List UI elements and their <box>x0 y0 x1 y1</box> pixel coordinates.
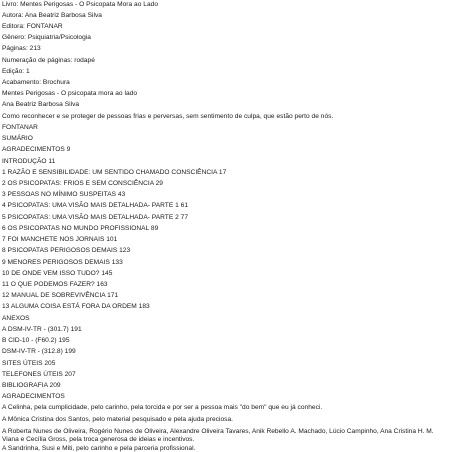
text-line: TELEFONES ÚTEIS 207 <box>2 370 76 378</box>
text-line: 1 RAZÃO E SENSIBILIDADE: UM SENTIDO CHAMADO CONSCIÊNCIA 17 <box>2 168 227 176</box>
text-line: 10 DE ONDE VEM ISSO TUDO? 145 <box>2 269 113 277</box>
text-line: 3 PESSOAS NO MÍNIMO SUSPEITAS 43 <box>2 191 126 199</box>
text-line: SITES ÚTEIS 205 <box>2 359 56 367</box>
acknowledgement-last-line: A Sandrinha, Susi e Miti, pelo carinho e pela parceria profissional. <box>2 444 196 452</box>
text-line: Acabamento: Brochura <box>2 79 70 87</box>
text-line: Edição: 1 <box>2 67 30 75</box>
text-line: 11 O QUE PODEMOS FAZER? 163 <box>2 281 108 288</box>
text-line: 6 OS PSICOPATAS NO MUNDO PROFISSIONAL 89 <box>2 224 159 232</box>
text-line: 4 PSICOPATAS: UMA VISÃO MAIS DETALHADA- PARTE 1 61 <box>2 202 189 210</box>
text-line: 2 OS PSICOPATAS: FRIOS E SEM CONSCIÊNCIA 29 <box>2 180 163 188</box>
text-line: Livro: Mentes Perigosas - O Psicopata Mora ao Lado <box>2 0 159 8</box>
text-line: Ana Beatriz Barbosa Silva <box>2 101 80 109</box>
acknowledgement-paragraph: A Roberta Nunes de Oliveira, Rogério Nunes de Oliveira, Alexandre Oliveira Tavares, Anik Rebello A. Machado, Lúcio Campinho, Ana Cristina H. M. Viana e Cecília Gross, pela troca generosa de ideias e incentivos. <box>2 428 434 443</box>
text-line: Páginas: 213 <box>2 45 41 53</box>
text-line: Autora: Ana Beatriz Barbosa Silva <box>2 11 102 19</box>
text-line: B CID-10 - (F60.2) 195 <box>2 337 70 345</box>
text-line: SUMÁRIO <box>2 135 33 143</box>
text-line: Como reconhecer e se proteger de pessoas frias e perversas, sem sentimento de culpa, que estão perto de nós. <box>2 112 334 120</box>
text-line: 12 MANUAL DE SOBREVIVÊNCIA 171 <box>2 292 119 300</box>
text-line: 8 PSICOPATAS PERIGOSOS DEMAIS 123 <box>2 247 131 255</box>
text-line: AGRADECIMENTOS 9 <box>2 146 71 154</box>
text-line: A Celinha, pela cumplicidade, pelo carinho, pela torcida e por ser a pessoa mais "do bem" que eu já conheci. <box>2 404 323 412</box>
text-line: A DSM-IV-TR - (301.7) 191 <box>2 325 82 333</box>
text-line: AGRADECIMENTOS <box>2 393 65 401</box>
text-line: 13 ALGUMA COISA ESTÁ FORA DA ORDEM 183 <box>2 303 150 311</box>
text-line: A Mônica Cristina dos Santos, pelo material pesquisado e pela ajuda preciosa. <box>2 415 233 423</box>
text-line: Numeração de páginas: rodapé <box>2 56 95 64</box>
text-line: BIBLIOGRAFIA 209 <box>2 381 61 389</box>
text-line: DSM-IV-TR - (312.8) 199 <box>2 348 76 356</box>
text-line: 5 PSICOPATAS: UMA VISÃO MAIS DETALHADA- PARTE 2 77 <box>2 213 189 221</box>
text-line: ANEXOS <box>2 314 30 322</box>
text-line: Gênero: Psiquiatria/Psicologia <box>2 34 91 42</box>
text-line: 7 FOI MANCHETE NOS JORNAIS 101 <box>2 236 118 244</box>
text-line: Mentes Perigosas - O psicopata mora ao lado <box>2 90 138 98</box>
text-line: 9 MENORES PERIGOSOS DEMAIS 133 <box>2 258 123 266</box>
document-page <box>2 0 450 452</box>
text-line: INTRODUÇÃO 11 <box>2 157 56 165</box>
text-line: Editora: FONTANAR <box>2 22 63 30</box>
text-line: FONTANAR <box>2 123 38 131</box>
